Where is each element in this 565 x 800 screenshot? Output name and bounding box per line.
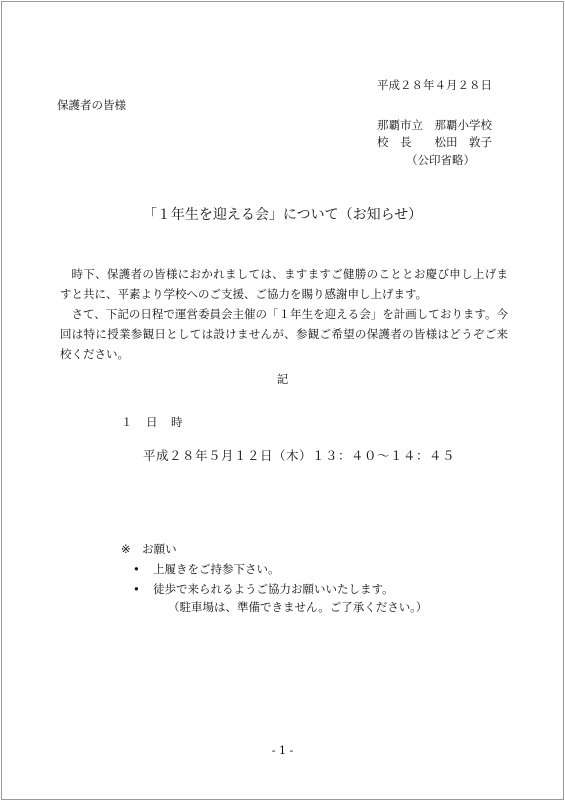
request-item-text: 徒歩で来られるようご協力お願いいたします。 <box>153 582 394 596</box>
request-item-text: 上履きをご持参下さい。 <box>153 562 280 576</box>
bullet-icon: • <box>133 562 140 576</box>
body-text <box>60 264 508 364</box>
requests-heading: ※ お願い <box>121 542 177 556</box>
body-paragraph-announcement: さて、下記の日程で運営委員会主催の「１年生を迎える会」を計画しております。今回は特に授業参観日としては設けませんが、参観ご希望の保護者の皆様はどうぞご来校ください。 <box>60 307 508 361</box>
request-item <box>133 584 394 596</box>
sender-school: 那覇市立 那覇小学校 <box>377 118 492 132</box>
seal-omitted-note: （公印省略） <box>406 153 475 167</box>
request-item <box>133 564 280 576</box>
issue-date: 平成２８年４月２８日 <box>377 78 492 92</box>
bullet-icon: • <box>133 582 140 596</box>
parking-note: （駐車場は、準備できません。ご了承ください。） <box>168 600 428 614</box>
event-schedule: 平成２８年５月１２日（木）１３：４０～１４：４５ <box>143 448 456 463</box>
addressee: 保護者の皆様 <box>57 98 126 112</box>
ki-heading: 記 <box>276 372 289 386</box>
document-title: 「１年生を迎える会」について（お知らせ） <box>142 207 423 223</box>
datetime-heading: １ 日 時 <box>121 415 184 429</box>
sender-principal: 校 長 松田 敦子 <box>377 135 492 149</box>
page-number: - 1 - <box>271 744 294 757</box>
body-paragraph-greeting: 時下、保護者の皆様におかれましては、ますますご健勝のこととお慶び申し上げますと共に、平素より学校へのご支援、ご協力を賜り感謝申し上げます。 <box>60 267 508 301</box>
